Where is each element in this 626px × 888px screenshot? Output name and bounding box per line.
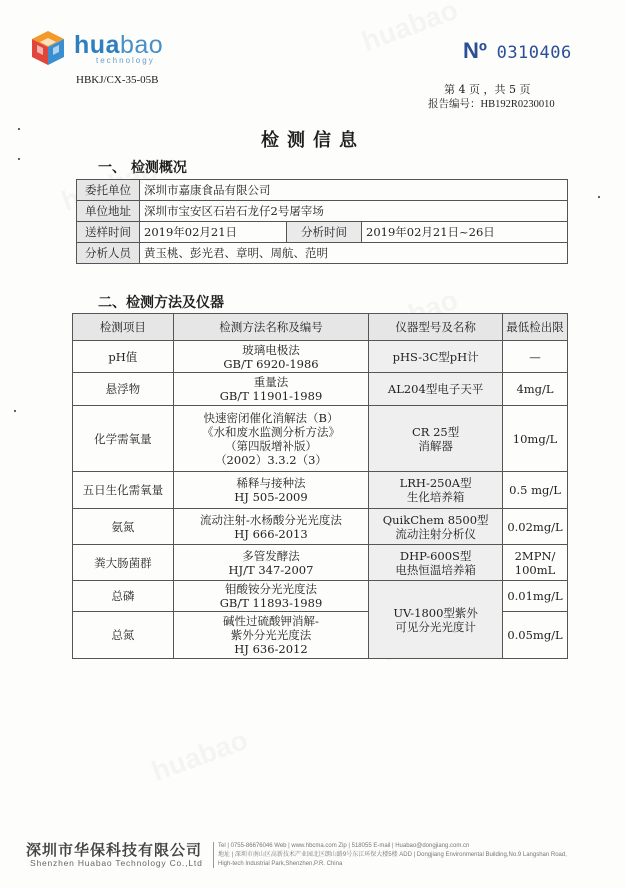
- table-row: [73, 406, 568, 472]
- method-cell: 钼酸铵分光光度法 GB/T 11893-1989: [173, 581, 369, 612]
- logo-wordmark: huabao: [74, 31, 164, 59]
- test-item: 五日生化需氧量: [73, 472, 174, 509]
- client-value: 深圳市嘉康食品有限公司: [140, 180, 568, 201]
- table-header-row: [73, 314, 568, 341]
- method-cell: 碱性过硫酸钾消解- 紫外分光光度法 HJ 636-2012: [173, 612, 369, 659]
- watermark: [148, 724, 253, 788]
- table-row: [77, 180, 568, 201]
- section-heading-overview: 一、 检测概况: [98, 160, 187, 176]
- table-row: [73, 581, 568, 612]
- section-heading-methods: 二、检测方法及仪器: [98, 295, 224, 311]
- limit-cell: 0.05mg/L: [503, 612, 568, 659]
- sampling-time-label: 送样时间: [77, 222, 140, 243]
- limit-cell: 0.5 mg/L: [503, 472, 568, 509]
- footer-contact-line: High-tech Industrial Park,Shenzhen,P.R. China: [218, 861, 343, 867]
- test-item: 总磷: [73, 581, 174, 612]
- column-header: 检测项目: [73, 314, 174, 341]
- serial-value: 0310406: [496, 43, 572, 63]
- limit-cell: 10mg/L: [503, 406, 568, 472]
- test-item: 粪大肠菌群: [73, 545, 174, 581]
- method-cell: 快速密闭催化消解法（B） 《水和废水监测分析方法》 （第四版增补版） （2002）3.3.2（3）: [173, 406, 369, 472]
- limit-cell: 0.02mg/L: [503, 509, 568, 545]
- limit-cell: 0.01mg/L: [503, 581, 568, 612]
- analyst-value: 黄玉桃、彭光君、章明、周航、范明: [140, 243, 568, 264]
- address-label: 单位地址: [77, 201, 140, 222]
- table-row: [73, 472, 568, 509]
- test-item: 化学需氧量: [73, 406, 174, 472]
- instrument-cell: UV-1800型紫外 可见分光光度计: [369, 581, 503, 659]
- footer-contact-line: 地址 | 深圳市南山区高新技术产业园北区朗山路9号东江环保大楼5楼 ADD | Dongjiang Environmental Building,No.9 Langshan Road,: [218, 852, 567, 858]
- document-code: HBKJ/CX-35-05B: [76, 74, 159, 86]
- client-label: 委托单位: [77, 180, 140, 201]
- instrument-cell: AL204型电子天平: [369, 373, 503, 406]
- method-cell: 重量法 GB/T 11901-1989: [173, 373, 369, 406]
- sampling-time-value: 2019年02月21日: [140, 222, 287, 243]
- huabao-logo-icon: [28, 28, 68, 68]
- logo-subtitle: technology: [96, 56, 155, 65]
- method-cell: 玻璃电极法 GB/T 6920-1986: [173, 341, 369, 373]
- test-item: 悬浮物: [73, 373, 174, 406]
- analysis-time-label: 分析时间: [287, 222, 362, 243]
- table-row: [73, 545, 568, 581]
- report-number: 报告编号：HB192R0230010: [428, 99, 555, 110]
- footer-contact: [218, 842, 598, 869]
- footer-divider: [213, 842, 214, 868]
- column-header: 检测方法名称及编号: [173, 314, 369, 341]
- table-row: [77, 201, 568, 222]
- test-item: 总氮: [73, 612, 174, 659]
- methods-table: [72, 313, 568, 659]
- serial-prefix: Nº: [463, 38, 487, 63]
- footer-company-name: 深圳市华保科技有限公司: [26, 841, 203, 859]
- table-row: [73, 509, 568, 545]
- limit-cell: —: [503, 341, 568, 373]
- page-info: 第 4 页 ，共 5 页: [444, 83, 531, 96]
- watermark: [358, 0, 463, 58]
- footer-company-english: Shenzhen Huabao Technology Co.,Ltd: [30, 858, 203, 868]
- page-title: 检测信息: [261, 130, 365, 151]
- limit-cell: 4mg/L: [503, 373, 568, 406]
- instrument-cell: QuikChem 8500型 流动注射分析仪: [369, 509, 503, 545]
- limit-cell: 2MPN/ 100mL: [503, 545, 568, 581]
- address-value: 深圳市宝安区石岩石龙仔2号屠宰场: [140, 201, 568, 222]
- table-row: [73, 373, 568, 406]
- footer-contact-line: Tel | 0755-86676046 Web | www.hbcma.com Zip | 518055 E-mail | Huabao@dongjiang.com.cn: [218, 843, 470, 849]
- table-row: [73, 341, 568, 373]
- method-cell: 多管发酵法 HJ/T 347-2007: [173, 545, 369, 581]
- column-header: 最低检出限: [503, 314, 568, 341]
- instrument-cell: DHP-600S型 电热恒温培养箱: [369, 545, 503, 581]
- column-header: 仪器型号及名称: [369, 314, 503, 341]
- instrument-cell: CR 25型 消解器: [369, 406, 503, 472]
- table-row: [77, 222, 568, 243]
- table-row: [77, 243, 568, 264]
- overview-table: [76, 179, 568, 264]
- instrument-cell: pHS-3C型pH计: [369, 341, 503, 373]
- instrument-cell: LRH-250A型 生化培养箱: [369, 472, 503, 509]
- method-cell: 稀释与接种法 HJ 505-2009: [173, 472, 369, 509]
- test-item: pH值: [73, 341, 174, 373]
- analyst-label: 分析人员: [77, 243, 140, 264]
- serial-number: [463, 38, 572, 64]
- analysis-time-value: 2019年02月21日~26日: [362, 222, 568, 243]
- test-item: 氨氮: [73, 509, 174, 545]
- method-cell: 流动注射-水杨酸分光光度法 HJ 666-2013: [173, 509, 369, 545]
